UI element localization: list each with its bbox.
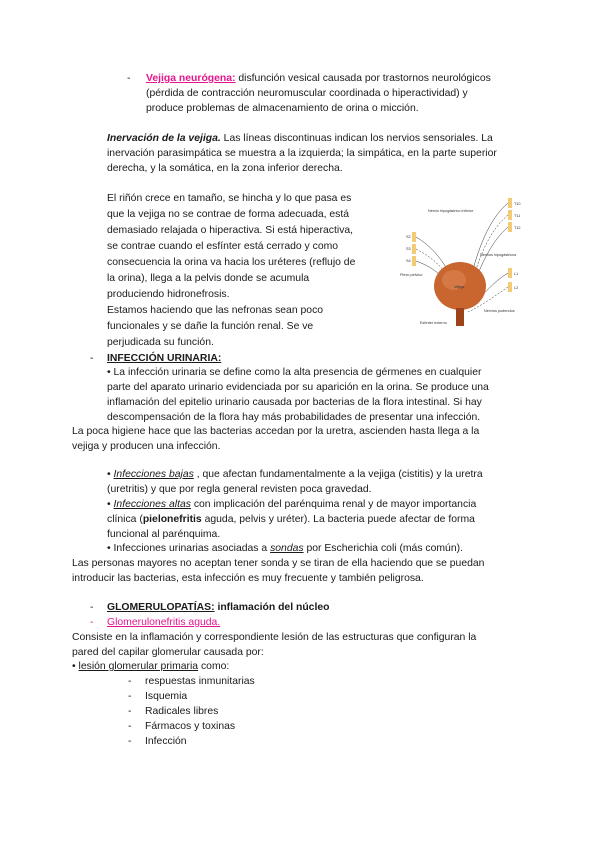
rinon-line: perjudicada su función. — [107, 337, 214, 348]
rinon-line: que la vejiga no se contrae de forma adecuada, está — [107, 209, 350, 220]
list-dash: - — [90, 353, 94, 364]
rinon-line: produciendo hidronefrosis. — [107, 289, 230, 300]
bladder-innervation-figure — [398, 190, 530, 330]
list-dash: - — [128, 691, 132, 702]
sondas-term: sondas — [270, 543, 304, 554]
infecciones-bajas-term: Infecciones bajas — [113, 469, 194, 480]
figure-label-s3: S3 — [406, 247, 411, 251]
figure-label-t10: T10 — [514, 202, 521, 206]
list-dash: - — [128, 676, 132, 687]
rinon-line: se contrae cuando el esfínter está cerrado y como — [107, 241, 339, 252]
list-dash: - — [90, 617, 94, 628]
vejiga-neurogena-line-3: produce problemas de almacenamiento de orina o micción. — [146, 103, 419, 114]
mayores-line: introducir las bacterias, esta infección es muy frecuente y también peligrosa. — [72, 573, 424, 584]
figure-label-vejiga: Vejiga — [454, 285, 465, 289]
vejiga-neurogena-line-1 — [146, 71, 491, 86]
figure-label-s4: S4 — [406, 259, 411, 263]
infecciones-altas-line-2 — [107, 512, 475, 527]
glomerulo-line: pared del capilar glomerular causada por: — [72, 647, 264, 658]
text: por Escherichia coli (más común). — [303, 543, 463, 554]
figure-label-pudendos: Nervios pudendos — [484, 309, 515, 313]
figure-label-l1: L1 — [514, 272, 519, 276]
cause-item: Infección — [145, 736, 187, 747]
infecciones-bajas-line-1 — [107, 467, 483, 482]
thoracic-nerve-bars — [508, 198, 512, 232]
lesion-glomerular-term: lesión glomerular primaria — [78, 661, 199, 672]
infeccion-heading: INFECCIÓN URINARIA: — [107, 353, 222, 364]
glomerulo-heading-line — [107, 600, 329, 615]
infecciones-altas-text: con implicación del parénquima renal y de mayor importancia — [190, 499, 477, 510]
cause-item: Isquemia — [145, 691, 188, 702]
glomerulonefritis-aguda: Glomerulonefritis aguda. — [107, 617, 221, 628]
figure-label-l2: L2 — [514, 286, 519, 290]
cause-item: respuestas inmunitarias — [145, 676, 255, 687]
infecciones-altas-term: Infecciones altas — [113, 499, 191, 510]
glomerulo-line: Consiste en la inflamación y correspondiente lesión de las estructuras que configuran la — [72, 632, 477, 643]
figure-label-hipogastricos: Nervios hipogástricos — [480, 253, 517, 257]
list-dash: - — [128, 721, 132, 732]
figure-label-s2: S2 — [406, 235, 411, 239]
vejiga-neurogena-text: disfunción vesical causada por trastornos neurológicos — [235, 73, 491, 84]
infeccion-line: parte del aparato urinario evidenciada por su aparición en la orina. Se produce una — [107, 382, 489, 393]
urethra-shape — [456, 308, 464, 326]
figure-label-t11: T11 — [514, 214, 521, 218]
figure-label-esfinter: Esfínter externo — [420, 321, 447, 325]
text: • Infecciones urinarias asociadas a — [107, 543, 271, 554]
cause-item: Fármacos y toxinas — [145, 721, 236, 732]
text: clínica ( — [107, 514, 143, 525]
list-dash: - — [128, 706, 132, 717]
infeccion-line: descompensación de la flora hay más probabilidades de presentar una infección. — [107, 412, 481, 423]
inervacion-text: Las líneas discontinuas indican los nervios sensoriales. La — [220, 133, 493, 144]
inervacion-line-1 — [107, 131, 493, 146]
infecciones-altas-line-3: funcional al parénquima. — [107, 529, 221, 540]
infeccion-line: inflamación del epitelio urinario causada por bacterias de la flora intestinal. Si hay — [107, 397, 482, 408]
list-dash: - — [128, 736, 132, 747]
infecciones-altas-line-1 — [107, 497, 476, 512]
inervacion-title: Inervación de la vejiga. — [107, 133, 221, 144]
infecciones-sondas-line — [107, 541, 463, 556]
rinon-line: funcionales y se dañe la función renal. Se ve — [107, 321, 314, 332]
list-dash: - — [127, 73, 131, 84]
infecciones-bajas-text: , que afectan fundamentalmente a la vejiga (cistitis) y la uretra — [193, 469, 483, 480]
bullet: • — [72, 661, 79, 672]
sacral-nerve-bars — [412, 232, 416, 266]
inervacion-line-3: derecha, y la somática, en la zona inferior derecha. — [107, 163, 343, 174]
infecciones-bajas-line-2: (uretritis) y que por regla general revisten poca gravedad. — [107, 484, 372, 495]
bullet: • — [107, 469, 114, 480]
vejiga-neurogena-term: Vejiga neurógena: — [146, 73, 236, 84]
list-dash: - — [90, 602, 94, 613]
glomerulo-heading-rest: inflamación del núcleo — [214, 602, 330, 613]
inervacion-line-2: inervación parasimpática se muestra a la izquierda; la simpática, en la parte superior — [107, 148, 497, 159]
lesion-glomerular-line — [72, 659, 229, 674]
cause-item: Radicales libres — [145, 706, 219, 717]
glomerulo-heading: GLOMERULOPATÍAS: — [107, 602, 215, 613]
rinon-line: la orina), llega a la pelvis donde se acumula — [107, 273, 310, 284]
figure-label-hipogastrico-inferior: Nervio hipogástrico inferior — [428, 209, 474, 213]
rinon-line: demasiado relajada o hiperactiva. Si está hiperactiva, — [107, 225, 354, 236]
figure-label-plexo-pelvico: Plexo pélvico — [400, 273, 423, 277]
vejiga-neurogena-line-2: (pérdida de contracción neuromuscular coordinada o hiperactividad) y — [146, 88, 468, 99]
infeccion-line: • La infección urinaria se define como la alta presencia de gérmenes en cualquier — [107, 367, 482, 378]
rinon-line: consecuencia la orina va hacia los uréteres (reflujo de — [107, 257, 356, 268]
text: aguda, pelvis y uréter). La bacteria puede afectar de forma — [201, 514, 475, 525]
pielonefritis-term: pielonefritis — [142, 514, 202, 525]
rinon-line: El riñón crece en tamaño, se hincha y lo que pasa es — [107, 193, 352, 204]
figure-label-t12: T12 — [514, 226, 521, 230]
mayores-line: Las personas mayores no aceptan tener sonda y se tiran de ella haciendo que se puedan — [72, 558, 485, 569]
rinon-line: Estamos haciendo que las nefronas sean poco — [107, 305, 324, 316]
bullet: • — [107, 499, 114, 510]
higiene-line: vejiga y producen una infección. — [72, 441, 221, 452]
text: como: — [198, 661, 230, 672]
higiene-line: La poca higiene hace que las bacterias accedan por la uretra, ascienden hasta llega a la — [72, 426, 480, 437]
